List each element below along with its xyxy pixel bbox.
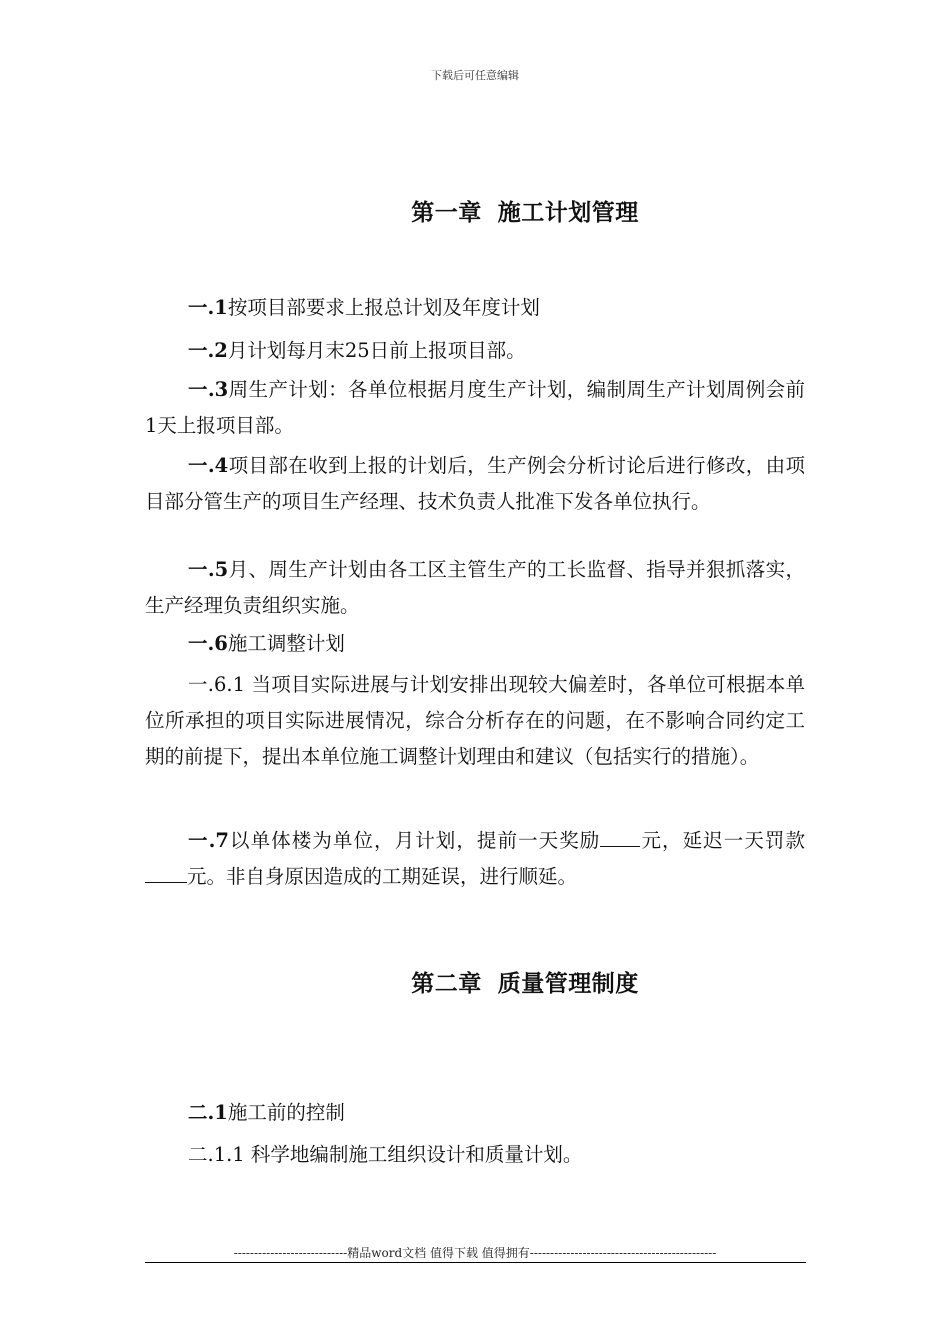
section-text: 月、周生产计划由各工区主管生产的工长监督、指导并狠抓落实，生产经理负责组织实施。 bbox=[145, 558, 805, 617]
section-number: 一.7 bbox=[188, 829, 229, 852]
section-number: 一.5 bbox=[188, 558, 229, 581]
chapter-2-title: 质量管理制度 bbox=[497, 971, 639, 997]
section-text: 施工调整计划 bbox=[227, 632, 345, 655]
section-text: 按项目部要求上报总计划及年度计划 bbox=[227, 296, 540, 319]
item-7-text-3: 元。非自身原因造成的工期延误，进行顺延。 bbox=[187, 865, 578, 888]
section-number: 一.4 bbox=[188, 454, 229, 477]
section-number: 二.1 bbox=[188, 1101, 228, 1124]
section-text: 月计划每月末25日前上报项目部。 bbox=[227, 339, 526, 362]
item-1-4 bbox=[145, 448, 805, 520]
item-1-7 bbox=[145, 823, 805, 895]
footer-text: ----------------------------精品word文档 值得下载 值得拥有---------------------------------------------- bbox=[233, 1246, 717, 1260]
section-number: 一.2 bbox=[188, 339, 228, 362]
section-number: 一.3 bbox=[188, 378, 229, 401]
item-2-1 bbox=[145, 1095, 805, 1131]
section-number: 一.1 bbox=[188, 296, 228, 319]
chapter-2-heading bbox=[0, 965, 950, 998]
item-7-text-1: 以单体楼为单位，月计划，提前一天奖励 bbox=[228, 829, 601, 852]
section-number: 一.6 bbox=[188, 632, 228, 655]
penalty-amount-blank bbox=[145, 864, 187, 883]
item-1-2 bbox=[145, 333, 805, 369]
item-1-3 bbox=[145, 372, 805, 444]
item-2-1-1: 二.1.1 科学地编制施工组织设计和质量计划。 bbox=[188, 1143, 583, 1166]
chapter-2-number: 第二章 bbox=[411, 971, 482, 997]
item-1-5 bbox=[145, 552, 805, 624]
chapter-1-title: 施工计划管理 bbox=[497, 200, 639, 226]
item-1-6-1: 一.6.1 当项目实际进展与计划安排出现较大偏差时，各单位可根据本单位所承担的项目实际进展情况，综合分析存在的问题，在不影响合同约定工期的前提下，提出本单位施工调整计划理由和建议（包括实行的措施）。 bbox=[145, 673, 805, 768]
section-text: 施工前的控制 bbox=[227, 1101, 345, 1124]
footer-divider bbox=[145, 1262, 806, 1263]
section-text: 项目部在收到上报的计划后，生产例会分析讨论后进行修改，由项目部分管生产的项目生产经理、技术负责人批准下发各单位执行。 bbox=[145, 454, 805, 513]
chapter-1-heading bbox=[0, 194, 950, 227]
item-7-text-2: 元，延迟一天罚款 bbox=[640, 829, 805, 852]
chapter-1-number: 第一章 bbox=[411, 200, 482, 226]
header-note: 下载后可任意编辑 bbox=[431, 69, 519, 82]
item-1-1 bbox=[145, 290, 805, 326]
reward-amount-blank bbox=[600, 828, 640, 847]
item-1-6 bbox=[145, 626, 805, 662]
section-text: 周生产计划：各单位根据月度生产计划，编制周生产计划周例会前1天上报项目部。 bbox=[145, 378, 805, 437]
